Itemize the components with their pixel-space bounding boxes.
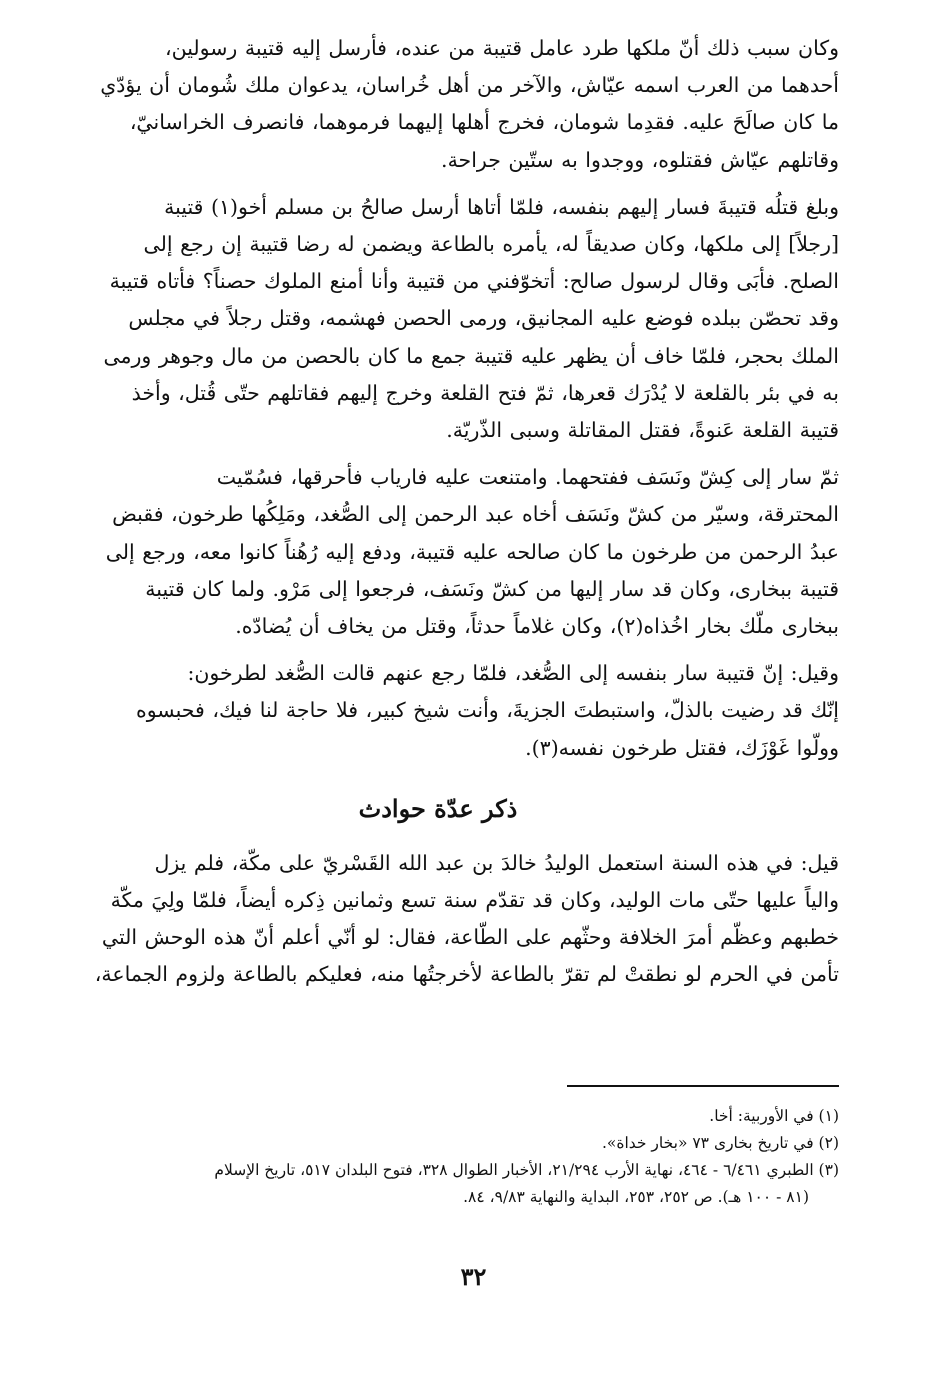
text-line: الملك بحجر، فلمّا خاف أن يظهر عليه قتيبة جمع ما كان بالحصن من مال وجوهر ورمى bbox=[103, 343, 839, 368]
text-line: [رجلاً] إلى ملكها، وكان صديقاً له، يأمره بالطاعة ويضمن له رضا قتيبة إن رجع إلى bbox=[143, 232, 839, 257]
text-line: وولّوا غَوْزَك، فقتل طرخون نفسه(٣). bbox=[525, 735, 839, 760]
text-line: وبلغ قتلُه قتيبةَ فسار إليهم بنفسه، فلمّا أتاها أرسل صالحُ بن مسلم أخو(١) قتيبة bbox=[164, 194, 839, 219]
text-line: إنّك قد رضيت بالذلّ، واستبطتَ الجزيةَ، وأنت شيخ كبير، فلا حاجة لنا فيك، فحبسوه bbox=[135, 698, 839, 723]
body-paragraph-5 bbox=[37, 845, 839, 994]
text-line: عبدُ الرحمن من طرخون ما كان صالحه عليه قتيبة، ودفع إليه رُهُناً كانوا معه، ورجع إلى bbox=[105, 539, 839, 564]
text-line: وقيل: إنّ قتيبة سار بنفسه إلى الصُّغد، فلمّا رجع عنهم قالت الصُّغد لطرخون: bbox=[187, 661, 839, 686]
text-line: ببخارى ملّك بخار اخُذاه(٢)، وكان غلاماً حدثاً، وقتل من يخاف أن يُضادّه. bbox=[235, 614, 839, 639]
footnote-1: (١) في الأوربية: أخا. bbox=[709, 1107, 839, 1125]
text-line: تأمن في الحرم لو نطقتْ لم تقرّ بالطاعة لأخرجتُها منه، فعليكم بالطاعة ولزوم الجماعة، bbox=[94, 962, 839, 987]
text-line: ثمّ سار إلى كِشّ ونَسَف ففتحهما. وامتنعت عليه فارياب فأحرقها، فسُمّيت bbox=[216, 465, 839, 490]
text-line: ما كان صالَحَ عليه. فقدِما شومان، فخرج أهلها إليهما فرموهما، فانصرف الخراسانيّ، bbox=[129, 110, 839, 135]
footnote-3-continued: (٨١ - ١٠٠ هـ). ص ٢٥٢، ٢٥٣، البداية والنهاية ٩/٨٣، ٨٤. bbox=[463, 1188, 809, 1206]
footnotes bbox=[37, 1103, 839, 1211]
page-number: ٣٢ bbox=[460, 1262, 487, 1291]
footnote-2: (٢) في تاريخ بخارى ٧٣ «بخار خداة». bbox=[601, 1134, 839, 1152]
text-line: خطبهم وعظّم أمرَ الخلافة وحثّهم على الطّاعة، فقال: لو أنّي أعلم أنّ هذه الوحش التي bbox=[101, 925, 839, 950]
body-paragraph-3 bbox=[37, 459, 839, 645]
text-line: أحدهما من العرب اسمه عيّاش، والآخر من أهل خُراسان، يدعوان ملك شُومان أن يؤدّي bbox=[100, 73, 839, 98]
section-heading: ذكر عدّة حوادث bbox=[358, 793, 518, 823]
text-line: قيل: في هذه السنة استعمل الوليدُ خالدَ بن عبد الله القَسْريّ على مكّة، فلم يزل bbox=[154, 850, 839, 875]
body-paragraph-4 bbox=[37, 655, 839, 767]
text-line: والياً عليها حتّى مات الوليد، وكان قد تقدّم سنة تسع وثمانين ذِكره أيضاً، فلمّا ولِيَ مكّة bbox=[110, 888, 839, 913]
body-paragraph-1 bbox=[37, 30, 839, 179]
text-line: به في بئر بالقلعة لا يُدْرَك قعرها، ثمّ فتح القلعة وخرج إليهم فقاتلهم حتّى قُتل، وأخذ bbox=[131, 380, 839, 405]
text-line: قتيبة ببخارى، وكان قد سار إليها من كشّ ونَسَف، فرجعوا إلى مَرْو. ولما كان قتيبة bbox=[145, 576, 839, 601]
footnote-3: (٣) الطبري ٦/٤٦١ - ٤٦٤، نهاية الأرب ٢١/٢٩٤، الأخبار الطوال ٣٢٨، فتوح البلدان ٥١٧، تاريخ الإسلام bbox=[214, 1161, 839, 1179]
text-line: وكان سبب ذلك أنّ ملكها طرد عامل قتيبة من عنده، فأرسل إليه قتيبة رسولين، bbox=[165, 36, 839, 60]
text-line: الصلح. فأبَى وقال لرسول صالح: أتخوّفني من قتيبة وأنا أمنع الملوك حصناً؟ فأتاه قتيبة bbox=[109, 269, 839, 294]
footnote-divider bbox=[567, 1085, 839, 1087]
body-paragraph-2 bbox=[37, 189, 839, 449]
text-line: وقد تحصّن ببلده فوضع عليه المجانيق، ورمى الحصن فهشمه، وقتل رجلاً في مجلس bbox=[128, 306, 839, 331]
text-line: قتيبة القلعة عَنوةً، فقتل المقاتلة وسبى الذّريّة. bbox=[446, 418, 839, 443]
text-line: وقاتلهم عيّاش فقتلوه، ووجدوا به ستّين جراحة. bbox=[441, 147, 839, 172]
text-line: المحترقة، وسيّر من كشّ ونَسَف أخاه عبد الرحمن إلى الصُّغد، ومَلِكُها طرخون، فقبض bbox=[112, 502, 839, 527]
